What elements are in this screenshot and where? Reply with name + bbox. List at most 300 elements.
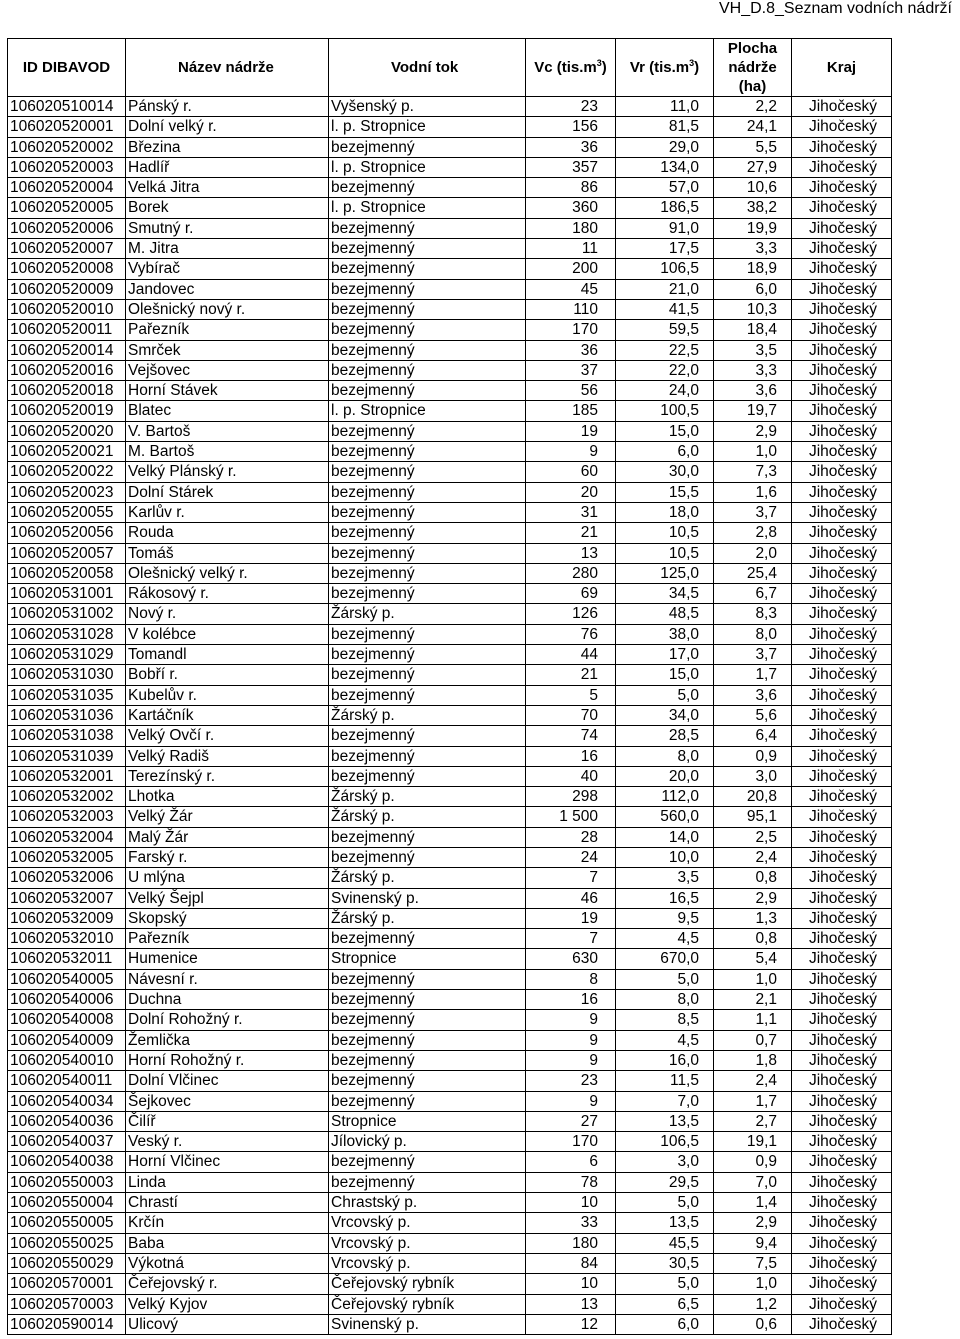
- cell-id: 106020550029: [8, 1253, 126, 1273]
- cell-kraj: Jihočeský: [792, 178, 892, 198]
- cell-name: Malý Žár: [126, 827, 329, 847]
- table-row: [8, 239, 892, 259]
- cell-name: Dolní Stárek: [126, 482, 329, 502]
- cell-name: Dolní Vlčinec: [126, 1071, 329, 1091]
- cell-plocha: 0,6: [714, 1314, 792, 1334]
- cell-name: Pařezník: [126, 320, 329, 340]
- cell-vc: 180: [526, 1233, 616, 1253]
- cell-plocha: 27,9: [714, 157, 792, 177]
- cell-tok: bezejmenný: [329, 990, 526, 1010]
- cell-id: 106020570003: [8, 1294, 126, 1314]
- table-row: [8, 746, 892, 766]
- cell-id: 106020520023: [8, 482, 126, 502]
- cell-kraj: Jihočeský: [792, 97, 892, 117]
- cell-name: Horní Stávek: [126, 381, 329, 401]
- cell-vc: 156: [526, 117, 616, 137]
- cell-id: 106020550005: [8, 1213, 126, 1233]
- cell-tok: bezejmenný: [329, 1030, 526, 1050]
- table-body: [8, 97, 892, 1335]
- cell-vc: 10: [526, 1193, 616, 1213]
- cell-kraj: Jihočeský: [792, 766, 892, 786]
- cell-tok: bezejmenný: [329, 421, 526, 441]
- table-row: [8, 1091, 892, 1111]
- cell-vc: 180: [526, 218, 616, 238]
- cell-tok: bezejmenný: [329, 685, 526, 705]
- table-row: [8, 827, 892, 847]
- cell-id: 106020520057: [8, 543, 126, 563]
- cell-name: Bobří r.: [126, 665, 329, 685]
- table-row: [8, 1030, 892, 1050]
- cell-kraj: Jihočeský: [792, 929, 892, 949]
- cell-id: 106020590014: [8, 1314, 126, 1334]
- cell-name: Veský r.: [126, 1132, 329, 1152]
- cell-plocha: 0,8: [714, 868, 792, 888]
- cell-tok: l. p. Stropnice: [329, 401, 526, 421]
- cell-kraj: Jihočeský: [792, 1152, 892, 1172]
- cell-name: Olešnický velký r.: [126, 563, 329, 583]
- cell-vc: 20: [526, 482, 616, 502]
- cell-vc: 16: [526, 990, 616, 1010]
- cell-id: 106020531029: [8, 645, 126, 665]
- cell-tok: Žárský p.: [329, 868, 526, 888]
- table-row: [8, 726, 892, 746]
- table-row: [8, 523, 892, 543]
- cell-plocha: 3,6: [714, 685, 792, 705]
- table-row: [8, 847, 892, 867]
- table-row: [8, 381, 892, 401]
- cell-tok: Žárský p.: [329, 787, 526, 807]
- cell-tok: bezejmenný: [329, 279, 526, 299]
- cell-tok: bezejmenný: [329, 584, 526, 604]
- cell-vc: 9: [526, 1010, 616, 1030]
- table-row: [8, 543, 892, 563]
- cell-tok: bezejmenný: [329, 847, 526, 867]
- cell-vr: 30,0: [616, 462, 714, 482]
- cell-tok: bezejmenný: [329, 320, 526, 340]
- cell-name: Rákosový r.: [126, 584, 329, 604]
- table-row: [8, 1050, 892, 1070]
- col-header-id: ID DIBAVOD: [8, 39, 126, 97]
- cell-id: 106020520010: [8, 299, 126, 319]
- cell-vc: 11: [526, 239, 616, 259]
- cell-name: Pařezník: [126, 929, 329, 949]
- cell-kraj: Jihočeský: [792, 604, 892, 624]
- cell-vc: 36: [526, 137, 616, 157]
- table-row: [8, 969, 892, 989]
- cell-plocha: 24,1: [714, 117, 792, 137]
- table-row: [8, 990, 892, 1010]
- cell-vr: 6,0: [616, 442, 714, 462]
- cell-vc: 360: [526, 198, 616, 218]
- cell-id: 106020520003: [8, 157, 126, 177]
- cell-name: Horní Rohožný r.: [126, 1050, 329, 1070]
- cell-name: Vybírač: [126, 259, 329, 279]
- cell-plocha: 0,9: [714, 1152, 792, 1172]
- cell-tok: Čeřejovský rybník: [329, 1274, 526, 1294]
- cell-kraj: Jihočeský: [792, 381, 892, 401]
- cell-name: V kolébce: [126, 624, 329, 644]
- cell-vr: 11,0: [616, 97, 714, 117]
- cell-vc: 28: [526, 827, 616, 847]
- cell-id: 106020520058: [8, 563, 126, 583]
- cell-name: Pánský r.: [126, 97, 329, 117]
- cell-plocha: 10,6: [714, 178, 792, 198]
- cell-vr: 15,0: [616, 421, 714, 441]
- cell-vc: 170: [526, 320, 616, 340]
- cell-tok: bezejmenný: [329, 1071, 526, 1091]
- cell-plocha: 7,3: [714, 462, 792, 482]
- cell-plocha: 18,9: [714, 259, 792, 279]
- cell-vr: 91,0: [616, 218, 714, 238]
- cell-name: Velký Kyjov: [126, 1294, 329, 1314]
- cell-vr: 34,0: [616, 705, 714, 725]
- cell-vc: 45: [526, 279, 616, 299]
- cell-plocha: 2,4: [714, 847, 792, 867]
- cell-plocha: 1,6: [714, 482, 792, 502]
- cell-vc: 13: [526, 543, 616, 563]
- cell-kraj: Jihočeský: [792, 360, 892, 380]
- cell-vc: 7: [526, 868, 616, 888]
- cell-plocha: 19,7: [714, 401, 792, 421]
- cell-vc: 19: [526, 908, 616, 928]
- cell-vc: 630: [526, 949, 616, 969]
- cell-name: Duchna: [126, 990, 329, 1010]
- cell-kraj: Jihočeský: [792, 1111, 892, 1131]
- cell-vr: 28,5: [616, 726, 714, 746]
- table-row: [8, 1213, 892, 1233]
- cell-vc: 5: [526, 685, 616, 705]
- cell-vc: 9: [526, 1050, 616, 1070]
- cell-id: 106020532002: [8, 787, 126, 807]
- cell-name: M. Jitra: [126, 239, 329, 259]
- cell-name: Krčín: [126, 1213, 329, 1233]
- cell-vc: 46: [526, 888, 616, 908]
- cell-vr: 7,0: [616, 1091, 714, 1111]
- cell-id: 106020531002: [8, 604, 126, 624]
- table-row: [8, 766, 892, 786]
- cell-kraj: Jihočeský: [792, 1030, 892, 1050]
- cell-vr: 8,5: [616, 1010, 714, 1030]
- cell-plocha: 2,9: [714, 1213, 792, 1233]
- cell-name: Šejkovec: [126, 1091, 329, 1111]
- cell-kraj: Jihočeský: [792, 137, 892, 157]
- cell-id: 106020540037: [8, 1132, 126, 1152]
- cell-vc: 24: [526, 847, 616, 867]
- cell-vc: 280: [526, 563, 616, 583]
- col-header-name: Název nádrže: [126, 39, 329, 97]
- cell-id: 106020532011: [8, 949, 126, 969]
- cell-vc: 86: [526, 178, 616, 198]
- cell-kraj: Jihočeský: [792, 563, 892, 583]
- cell-name: Nový r.: [126, 604, 329, 624]
- cell-tok: bezejmenný: [329, 462, 526, 482]
- cell-vr: 4,5: [616, 929, 714, 949]
- cell-vc: 10: [526, 1274, 616, 1294]
- cell-plocha: 1,0: [714, 442, 792, 462]
- cell-plocha: 1,2: [714, 1294, 792, 1314]
- cell-kraj: Jihočeský: [792, 990, 892, 1010]
- cell-kraj: Jihočeský: [792, 787, 892, 807]
- cell-plocha: 2,8: [714, 523, 792, 543]
- cell-vc: 9: [526, 442, 616, 462]
- cell-name: Velký Ovčí r.: [126, 726, 329, 746]
- cell-kraj: Jihočeský: [792, 299, 892, 319]
- cell-vr: 3,5: [616, 868, 714, 888]
- cell-vc: 110: [526, 299, 616, 319]
- cell-plocha: 1,1: [714, 1010, 792, 1030]
- cell-plocha: 1,0: [714, 969, 792, 989]
- cell-plocha: 9,4: [714, 1233, 792, 1253]
- table-row: [8, 117, 892, 137]
- cell-id: 106020510014: [8, 97, 126, 117]
- cell-tok: bezejmenný: [329, 969, 526, 989]
- cell-tok: bezejmenný: [329, 1152, 526, 1172]
- cell-id: 106020532006: [8, 868, 126, 888]
- cell-plocha: 6,0: [714, 279, 792, 299]
- col-header-vr: Vr $(tis.m^3)$: [616, 39, 714, 97]
- cell-tok: bezejmenný: [329, 746, 526, 766]
- table-row: [8, 340, 892, 360]
- cell-id: 106020531038: [8, 726, 126, 746]
- cell-plocha: 6,4: [714, 726, 792, 746]
- cell-plocha: 1,7: [714, 665, 792, 685]
- cell-name: Kubelův r.: [126, 685, 329, 705]
- cell-vc: 126: [526, 604, 616, 624]
- cell-plocha: 5,6: [714, 705, 792, 725]
- cell-name: Návesní r.: [126, 969, 329, 989]
- cell-name: Velký Plánský r.: [126, 462, 329, 482]
- cell-kraj: Jihočeský: [792, 482, 892, 502]
- cell-kraj: Jihočeský: [792, 502, 892, 522]
- table-row: [8, 645, 892, 665]
- table-row: [8, 888, 892, 908]
- cell-kraj: Jihočeský: [792, 320, 892, 340]
- cell-plocha: 18,4: [714, 320, 792, 340]
- cell-vr: 5,0: [616, 685, 714, 705]
- cell-name: Blatec: [126, 401, 329, 421]
- cell-tok: Stropnice: [329, 949, 526, 969]
- col-header-kraj: Kraj: [792, 39, 892, 97]
- cell-kraj: Jihočeský: [792, 1010, 892, 1030]
- cell-kraj: Jihočeský: [792, 239, 892, 259]
- cell-name: Čeřejovský r.: [126, 1274, 329, 1294]
- cell-plocha: 2,1: [714, 990, 792, 1010]
- cell-plocha: 8,3: [714, 604, 792, 624]
- cell-plocha: 3,5: [714, 340, 792, 360]
- cell-id: 106020540010: [8, 1050, 126, 1070]
- cell-plocha: 5,5: [714, 137, 792, 157]
- table-row: [8, 705, 892, 725]
- cell-plocha: 25,4: [714, 563, 792, 583]
- cell-name: Skopský: [126, 908, 329, 928]
- cell-vc: 12: [526, 1314, 616, 1334]
- cell-id: 106020532004: [8, 827, 126, 847]
- cell-vc: 7: [526, 929, 616, 949]
- cell-tok: Žárský p.: [329, 705, 526, 725]
- cell-kraj: Jihočeský: [792, 746, 892, 766]
- cell-plocha: 2,9: [714, 888, 792, 908]
- cell-tok: bezejmenný: [329, 381, 526, 401]
- cell-kraj: Jihočeský: [792, 442, 892, 462]
- cell-vr: 9,5: [616, 908, 714, 928]
- cell-kraj: Jihočeský: [792, 868, 892, 888]
- cell-vc: 1 500: [526, 807, 616, 827]
- cell-kraj: Jihočeský: [792, 462, 892, 482]
- cell-tok: Žárský p.: [329, 604, 526, 624]
- cell-tok: bezejmenný: [329, 624, 526, 644]
- cell-tok: bezejmenný: [329, 827, 526, 847]
- cell-vr: 134,0: [616, 157, 714, 177]
- cell-vr: 10,5: [616, 543, 714, 563]
- cell-vr: 16,5: [616, 888, 714, 908]
- cell-kraj: Jihočeský: [792, 1274, 892, 1294]
- cell-vc: 23: [526, 1071, 616, 1091]
- cell-name: Březina: [126, 137, 329, 157]
- cell-kraj: Jihočeský: [792, 1050, 892, 1070]
- cell-vr: 11,5: [616, 1071, 714, 1091]
- table-row: [8, 482, 892, 502]
- cell-id: 106020532005: [8, 847, 126, 867]
- cell-tok: bezejmenný: [329, 543, 526, 563]
- cell-vr: 13,5: [616, 1213, 714, 1233]
- cell-vr: 5,0: [616, 1193, 714, 1213]
- table-row: [8, 584, 892, 604]
- table-row: [8, 360, 892, 380]
- table-row: [8, 1314, 892, 1334]
- cell-name: Hadlíř: [126, 157, 329, 177]
- cell-vr: 22,0: [616, 360, 714, 380]
- cell-vr: 5,0: [616, 1274, 714, 1294]
- cell-name: Lhotka: [126, 787, 329, 807]
- table-row: [8, 1253, 892, 1273]
- cell-vc: 76: [526, 624, 616, 644]
- cell-vc: 16: [526, 746, 616, 766]
- cell-plocha: 3,3: [714, 239, 792, 259]
- cell-vr: 59,5: [616, 320, 714, 340]
- cell-tok: bezejmenný: [329, 1010, 526, 1030]
- cell-kraj: Jihočeský: [792, 1213, 892, 1233]
- cell-id: 106020531030: [8, 665, 126, 685]
- cell-kraj: Jihočeský: [792, 401, 892, 421]
- cell-vr: 4,5: [616, 1030, 714, 1050]
- cell-vr: 30,5: [616, 1253, 714, 1273]
- cell-plocha: 0,8: [714, 929, 792, 949]
- cell-kraj: Jihočeský: [792, 1091, 892, 1111]
- cell-kraj: Jihočeský: [792, 584, 892, 604]
- table-row: [8, 1010, 892, 1030]
- cell-name: M. Bartoš: [126, 442, 329, 462]
- cell-id: 106020531001: [8, 584, 126, 604]
- cell-id: 106020520004: [8, 178, 126, 198]
- table-row: [8, 1152, 892, 1172]
- cell-tok: bezejmenný: [329, 726, 526, 746]
- cell-vc: 78: [526, 1172, 616, 1192]
- cell-tok: Vyšenský p.: [329, 97, 526, 117]
- table-row: [8, 198, 892, 218]
- cell-plocha: 3,7: [714, 502, 792, 522]
- table-row: [8, 1294, 892, 1314]
- cell-vc: 37: [526, 360, 616, 380]
- cell-vc: 84: [526, 1253, 616, 1273]
- cell-plocha: 2,7: [714, 1111, 792, 1131]
- table-row: [8, 421, 892, 441]
- cell-name: Velký Radiš: [126, 746, 329, 766]
- cell-tok: l. p. Stropnice: [329, 157, 526, 177]
- cell-id: 106020540009: [8, 1030, 126, 1050]
- cell-plocha: 2,5: [714, 827, 792, 847]
- cell-id: 106020550025: [8, 1233, 126, 1253]
- cell-tok: Svinenský p.: [329, 1314, 526, 1334]
- cell-vc: 13: [526, 1294, 616, 1314]
- col-header-plocha: Plocha nádrže (ha): [714, 39, 792, 97]
- cell-vc: 56: [526, 381, 616, 401]
- cell-vr: 29,0: [616, 137, 714, 157]
- cell-plocha: 1,0: [714, 1274, 792, 1294]
- cell-tok: Vrcovský p.: [329, 1233, 526, 1253]
- cell-tok: bezejmenný: [329, 178, 526, 198]
- cell-name: Kartáčník: [126, 705, 329, 725]
- cell-kraj: Jihočeský: [792, 1233, 892, 1253]
- table-row: [8, 1274, 892, 1294]
- cell-kraj: Jihočeský: [792, 340, 892, 360]
- cell-plocha: 19,9: [714, 218, 792, 238]
- cell-name: Karlův r.: [126, 502, 329, 522]
- cell-vr: 6,0: [616, 1314, 714, 1334]
- cell-tok: Žárský p.: [329, 807, 526, 827]
- table-row: [8, 624, 892, 644]
- cell-id: 106020540038: [8, 1152, 126, 1172]
- cell-vr: 45,5: [616, 1233, 714, 1253]
- cell-vc: 27: [526, 1111, 616, 1131]
- cell-tok: bezejmenný: [329, 563, 526, 583]
- cell-name: Velká Jitra: [126, 178, 329, 198]
- cell-kraj: Jihočeský: [792, 1172, 892, 1192]
- cell-tok: bezejmenný: [329, 665, 526, 685]
- cell-tok: bezejmenný: [329, 1172, 526, 1192]
- cell-id: 106020520022: [8, 462, 126, 482]
- cell-vr: 17,5: [616, 239, 714, 259]
- cell-plocha: 1,3: [714, 908, 792, 928]
- cell-kraj: Jihočeský: [792, 645, 892, 665]
- cell-name: Dolní velký r.: [126, 117, 329, 137]
- cell-plocha: 2,4: [714, 1071, 792, 1091]
- cell-id: 106020532003: [8, 807, 126, 827]
- cell-plocha: 8,0: [714, 624, 792, 644]
- cell-id: 106020520011: [8, 320, 126, 340]
- table-row: [8, 157, 892, 177]
- cell-vr: 15,5: [616, 482, 714, 502]
- cell-tok: Čeřejovský rybník: [329, 1294, 526, 1314]
- cell-name: Farský r.: [126, 847, 329, 867]
- col-header-vc: Vc $(tis.m^3)$: [526, 39, 616, 97]
- cell-id: 106020520006: [8, 218, 126, 238]
- cell-id: 106020520005: [8, 198, 126, 218]
- cell-id: 106020520020: [8, 421, 126, 441]
- cell-name: Rouda: [126, 523, 329, 543]
- cell-tok: bezejmenný: [329, 442, 526, 462]
- cell-plocha: 7,5: [714, 1253, 792, 1273]
- cell-name: Tomáš: [126, 543, 329, 563]
- cell-tok: bezejmenný: [329, 137, 526, 157]
- cell-plocha: 1,8: [714, 1050, 792, 1070]
- cell-vc: 69: [526, 584, 616, 604]
- cell-tok: bezejmenný: [329, 502, 526, 522]
- cell-id: 106020532010: [8, 929, 126, 949]
- cell-tok: Jílovický p.: [329, 1132, 526, 1152]
- cell-id: 106020520019: [8, 401, 126, 421]
- cell-kraj: Jihočeský: [792, 685, 892, 705]
- cell-plocha: 2,9: [714, 421, 792, 441]
